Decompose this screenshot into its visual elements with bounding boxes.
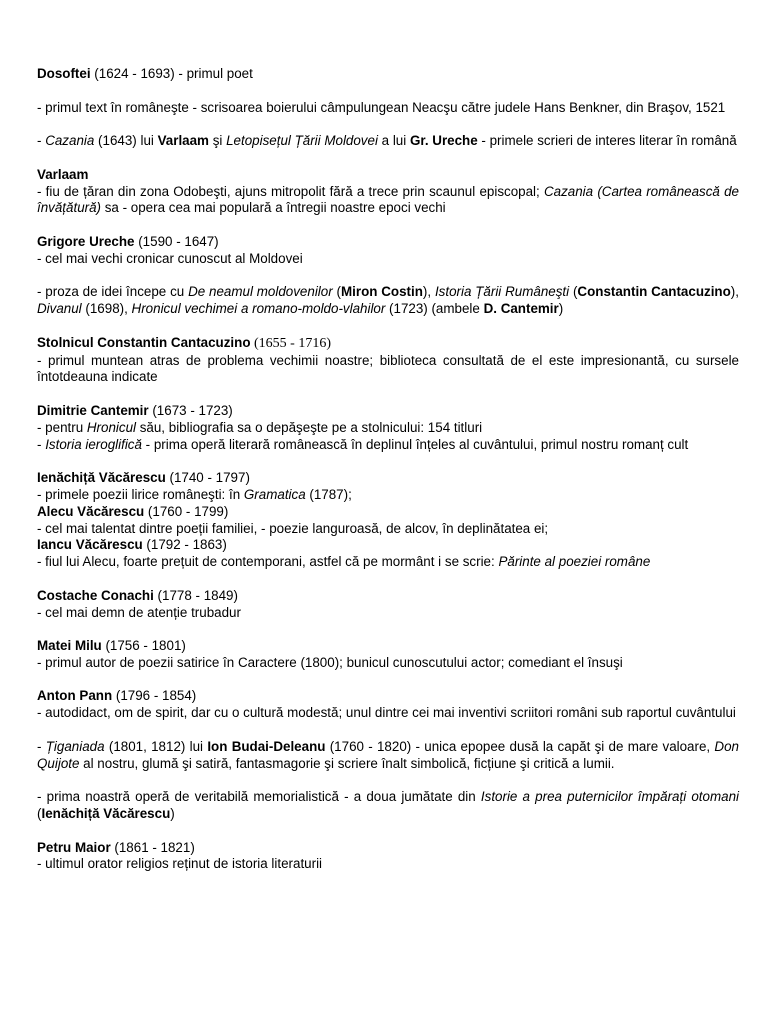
entry-text: ), <box>422 284 435 300</box>
entry-text: - primele scrieri de interes literar în română <box>477 133 737 149</box>
entry-text: (1787); <box>305 486 352 502</box>
entry-text: - ultimul orator religios reținut de istoria literaturii <box>37 856 323 872</box>
entry-dates: (1655 - 1716) <box>250 335 332 351</box>
entry-cazania <box>37 133 739 150</box>
entry-text: - prima noastră operă de veritabilă memorialistică - a doua jumătate din <box>37 789 481 805</box>
entry-text: - <box>37 436 46 452</box>
author-name: Grigore Ureche <box>37 233 135 249</box>
entry-text: (1760 - 1820) - unica epopee dusă la capăt şi de mare valoare, <box>325 738 715 754</box>
author-name: Matei Milu <box>37 638 102 654</box>
entry-text: - cel mai vechi cronicar cunoscut al Moldovei <box>37 250 303 266</box>
entry-dates: (1861 - 1821) <box>110 839 195 855</box>
author-name: Gr. Ureche <box>409 133 478 149</box>
entry-text: ), <box>730 284 739 300</box>
entry-milu <box>37 638 739 672</box>
author-name: Alecu Văcărescu <box>37 503 145 519</box>
author-name: Stolnicul Constantin Cantacuzino <box>37 334 251 350</box>
author-name: Ion Budai-Deleanu <box>207 738 326 754</box>
entry-text: sa - opera cea mai populară a întregii noastre epoci vechi <box>101 200 446 216</box>
entry-text: - fiu de țăran din zona Odobeşti, ajuns mitropolit fără a trece prin scaunul episcopal; <box>37 183 544 199</box>
entry-text: (1624 - 1693) - primul poet <box>90 66 253 81</box>
entry-proza <box>37 284 739 318</box>
entry-text: ( <box>37 806 42 822</box>
author-name: Constantin Cantacuzino <box>577 284 731 300</box>
entry-text: - primul autor de poezii satirice în Caractere (1800); bunicul cunoscutului actor; comediant el însuşi <box>37 654 623 670</box>
work-title: Hronicul vechimei a romano-moldo-vlahilor <box>131 301 386 317</box>
entry-text: şi <box>208 133 227 149</box>
entry-dates: (1760 - 1799) <box>144 503 229 519</box>
work-title: Letopisețul Țării Moldovei <box>226 133 378 149</box>
entry-dates: (1796 - 1854) <box>112 688 197 704</box>
author-name: Iancu Văcărescu <box>37 537 143 553</box>
document-page <box>37 66 739 890</box>
entry-text: - cel mai talentat dintre poeții familiei, - poezie languroasă, de alcov, în deplinătatea ei; <box>37 520 549 536</box>
work-title: Țiganiada <box>45 738 105 754</box>
entry-text: (1801, 1812) lui <box>104 738 208 754</box>
entry-dates: (1740 - 1797) <box>165 470 250 486</box>
entry-conachi <box>37 588 739 622</box>
entry-text: - autodidact, om de spirit, dar cu o cultură modestă; unul dintre cei mai inventivi scriitori români sub raportul cuvântului <box>37 705 736 721</box>
entry-text: - proza de idei începe cu <box>37 284 189 300</box>
entry-text: al nostru, glumă şi satiră, fantasmagorie şi scriere înalt simbolică, ficțiune şi critică a lumii. <box>79 755 615 771</box>
entry-text: ( <box>332 284 341 300</box>
author-name: Dosoftei <box>37 66 91 81</box>
quote: Părinte al poeziei române <box>498 554 651 570</box>
entry-dates: (1792 - 1863) <box>142 537 227 553</box>
work-title: Istoria ieroglifică <box>45 436 142 452</box>
entry-varlaam <box>37 167 739 217</box>
author-name: Ienăchiță Văcărescu <box>41 806 171 822</box>
entry-text: (1643) lui <box>94 133 158 149</box>
entry-text: - cel mai demn de atenție trubadur <box>37 604 241 620</box>
entry-text: - prima operă literară românească în deplinul înțeles al cuvântului, primul nostru romanț cult <box>141 436 689 452</box>
entry-text: - primul text în româneşte - scrisoarea boierului câmpulungean Neacşu către judele Hans Benkner, din Braşov, 1521 <box>37 99 726 115</box>
author-name: Dimitrie Cantemir <box>37 402 149 418</box>
entry-text: - <box>37 738 46 754</box>
work-title: Hronicul <box>86 419 136 435</box>
entry-vacarescu <box>37 470 739 571</box>
work-title: Istorie a prea puternicilor împărați otomani <box>480 789 739 805</box>
entry-text: a lui <box>377 133 410 149</box>
entry-tiganiada <box>37 739 739 773</box>
entry-ureche <box>37 234 739 268</box>
author-name: Miron Costin <box>340 284 423 300</box>
author-name: Anton Pann <box>37 688 113 704</box>
entry-text: (1723) (ambele <box>385 301 484 317</box>
entry-maior <box>37 840 739 874</box>
work-title: Cazania (Cartea românească de învățătură) <box>37 183 739 216</box>
entry-dates: (1756 - 1801) <box>101 638 186 654</box>
author-name: Varlaam <box>157 133 209 149</box>
work-title: Divanul <box>37 301 82 317</box>
author-name: Varlaam <box>37 166 89 182</box>
entry-text: - pentru <box>37 419 87 435</box>
work-title: Istoria Țării Rumâneşti <box>434 284 570 300</box>
entry-memorialistica <box>37 789 739 823</box>
entry-text: - fiul lui Alecu, foarte prețuit de contemporani, astfel că pe mormânt i se scrie: <box>37 554 499 570</box>
entry-text: ) <box>170 806 175 822</box>
entry-text: său, bibliografia sa o depăşeşte pe a stolnicului: 154 titluri <box>136 419 483 435</box>
entry-text: ( <box>569 284 578 300</box>
entry-dosoftei <box>37 66 739 83</box>
entry-dates: (1590 - 1647) <box>134 233 219 249</box>
entry-text: - primele poezii lirice româneşti: în <box>37 486 244 502</box>
work-title: Don Quijote <box>37 738 739 771</box>
entry-stolnicul <box>37 335 739 386</box>
work-title: De neamul moldovenilor <box>188 284 333 300</box>
author-name: Costache Conachi <box>37 587 154 603</box>
work-title: Cazania <box>45 133 95 149</box>
entry-pann <box>37 688 739 722</box>
author-name: Petru Maior <box>37 839 111 855</box>
author-name: Ienăchiță Văcărescu <box>37 470 166 486</box>
author-name: D. Cantemir <box>483 301 559 317</box>
work-title: Gramatica <box>243 486 306 502</box>
entry-cantemir <box>37 403 739 453</box>
entry-text: - <box>37 133 46 149</box>
entry-dates: (1778 - 1849) <box>153 587 238 603</box>
entry-first-text <box>37 100 739 117</box>
entry-text: (1698), <box>81 301 132 317</box>
entry-text: - primul muntean atras de problema vechimii noastre; biblioteca consultată de el este impresionantă, cu sursele întotdeauna indicate <box>37 352 739 385</box>
entry-dates: (1673 - 1723) <box>148 402 233 418</box>
entry-text: ) <box>558 301 564 317</box>
